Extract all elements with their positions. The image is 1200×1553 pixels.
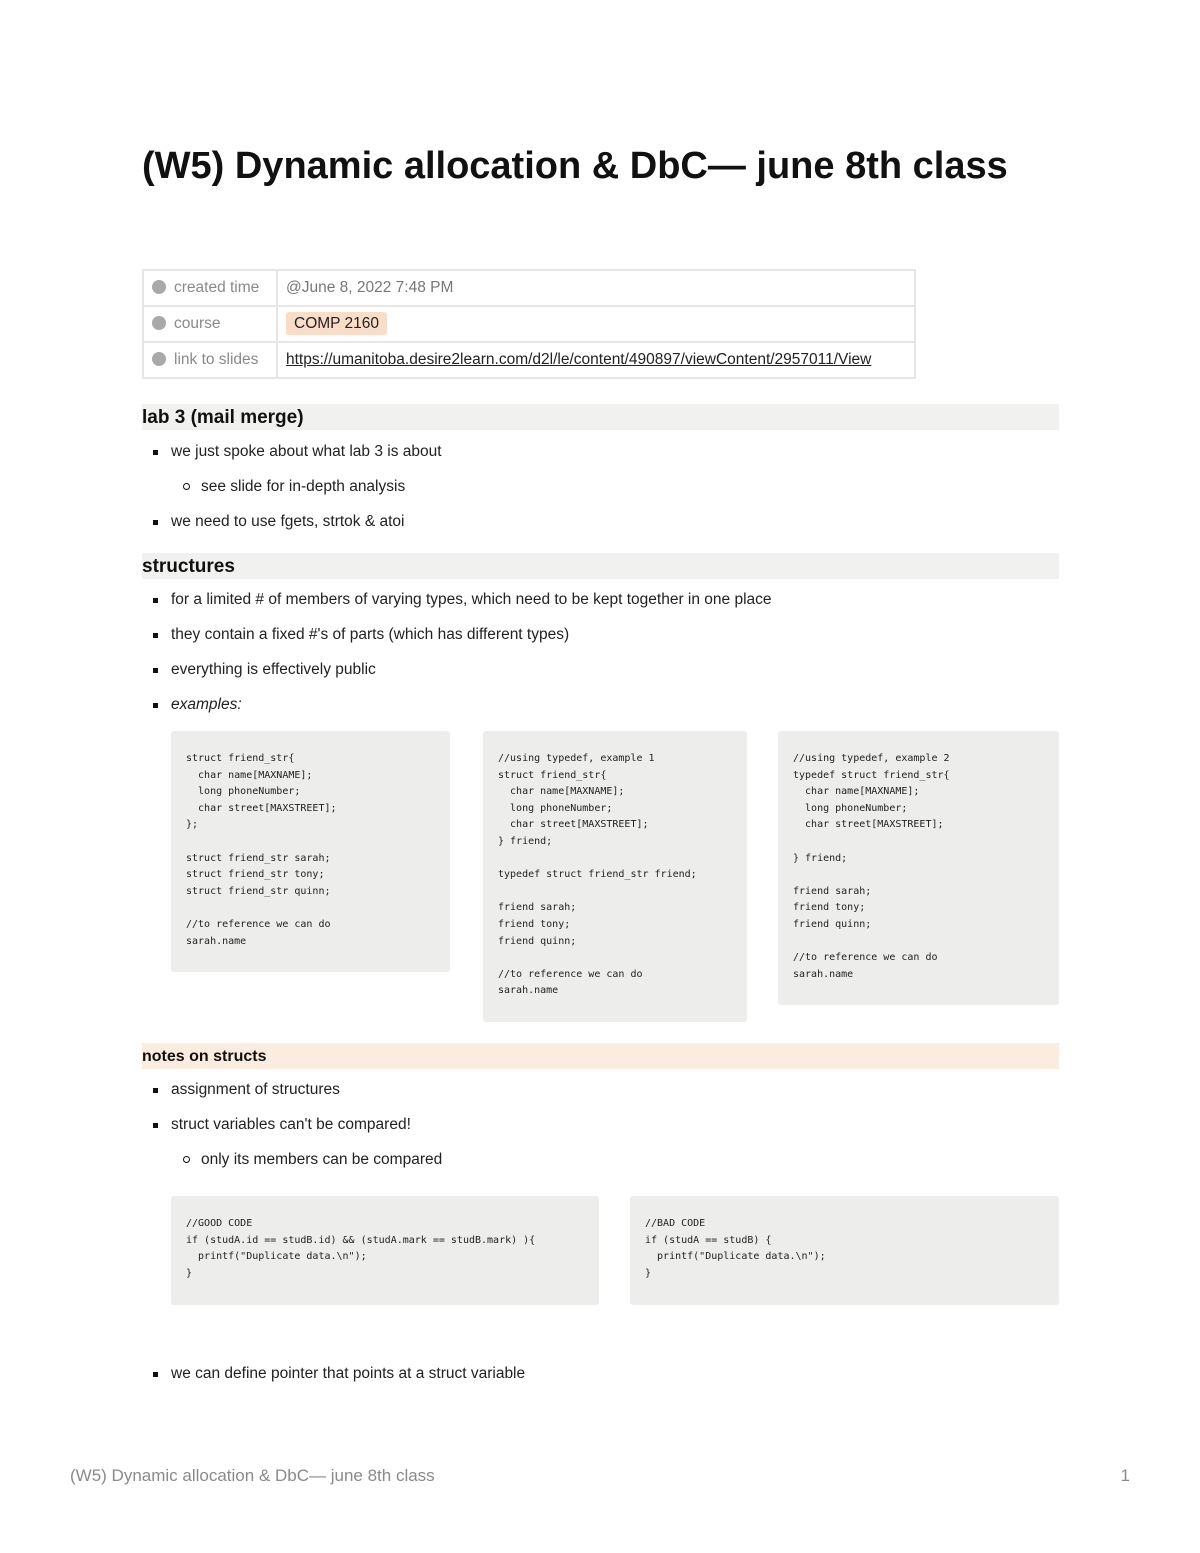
structures-list bbox=[142, 591, 772, 731]
properties-table bbox=[142, 269, 916, 379]
list-item: we can define pointer that points at a struct variable bbox=[142, 1365, 525, 1400]
slides-link-cell bbox=[277, 342, 915, 378]
list-item: they contain a fixed #'s of parts (which has different types) bbox=[142, 626, 772, 661]
code-block: struct friend_str{ char name[MAXNAME]; long phoneNumber; char street[MAXSTREET]; }; struct friend_str sarah; struct friend_str tony; struct friend_str quinn; //to reference we can do sarah.name bbox=[171, 731, 450, 972]
property-key-label: link to slides bbox=[174, 351, 259, 368]
property-key bbox=[143, 270, 277, 306]
list-item: only its members can be compared bbox=[142, 1151, 442, 1186]
slides-link[interactable]: https://umanitoba.desire2learn.com/d2l/le/content/490897/viewContent/2957011/View bbox=[286, 351, 872, 368]
list-item: see slide for in-depth analysis bbox=[142, 478, 442, 513]
property-key-label: course bbox=[174, 315, 221, 332]
footer-title: (W5) Dynamic allocation & DbC— june 8th class bbox=[70, 1466, 435, 1485]
property-key bbox=[143, 342, 277, 378]
section-heading-lab3: lab 3 (mail merge) bbox=[142, 404, 1059, 430]
lab3-list bbox=[142, 443, 442, 548]
page-title: (W5) Dynamic allocation & DbC— june 8th class bbox=[142, 145, 1008, 187]
property-key-label: created time bbox=[174, 279, 260, 296]
section-heading-notes: notes on structs bbox=[142, 1043, 1059, 1069]
code-block-good: //GOOD CODE if (studA.id == studB.id) && (studA.mark == studB.mark) ){ printf("Duplicate data.\n"); } bbox=[171, 1196, 599, 1305]
code-block-bad: //BAD CODE if (studA == studB) { printf("Duplicate data.\n"); } bbox=[630, 1196, 1059, 1305]
link-icon bbox=[152, 352, 166, 366]
property-row bbox=[143, 342, 915, 378]
list-item: for a limited # of members of varying types, which need to be kept together in one place bbox=[142, 591, 772, 626]
list-item: everything is effectively public bbox=[142, 661, 772, 696]
notes-list bbox=[142, 1081, 442, 1186]
property-row bbox=[143, 306, 915, 342]
property-key bbox=[143, 306, 277, 342]
pointer-list bbox=[142, 1365, 525, 1400]
section-heading-structures: structures bbox=[142, 553, 1059, 579]
list-item: struct variables can't be compared! bbox=[142, 1116, 442, 1151]
list-item: assignment of structures bbox=[142, 1081, 442, 1116]
course-tag[interactable]: COMP 2160 bbox=[286, 312, 387, 335]
tag-icon bbox=[152, 316, 166, 330]
created-time-value: @June 8, 2022 7:48 PM bbox=[277, 270, 915, 306]
list-item: we need to use fgets, strtok & atoi bbox=[142, 513, 442, 548]
page-number: 1 bbox=[1120, 1466, 1130, 1485]
clock-icon bbox=[152, 280, 166, 294]
course-value bbox=[277, 306, 915, 342]
code-block: //using typedef, example 2 typedef struct friend_str{ char name[MAXNAME]; long phoneNumber; char street[MAXSTREET]; } friend; friend sarah; friend tony; friend quinn; //to reference we can do sarah.name bbox=[778, 731, 1059, 1005]
list-item: examples: bbox=[142, 696, 772, 731]
property-row bbox=[143, 270, 915, 306]
code-block: //using typedef, example 1 struct friend_str{ char name[MAXNAME]; long phoneNumber; char street[MAXSTREET]; } friend; typedef struct friend_str friend; friend sarah; friend tony; friend quinn; //to reference we can do sarah.name bbox=[483, 731, 747, 1022]
list-item: we just spoke about what lab 3 is about bbox=[142, 443, 442, 478]
